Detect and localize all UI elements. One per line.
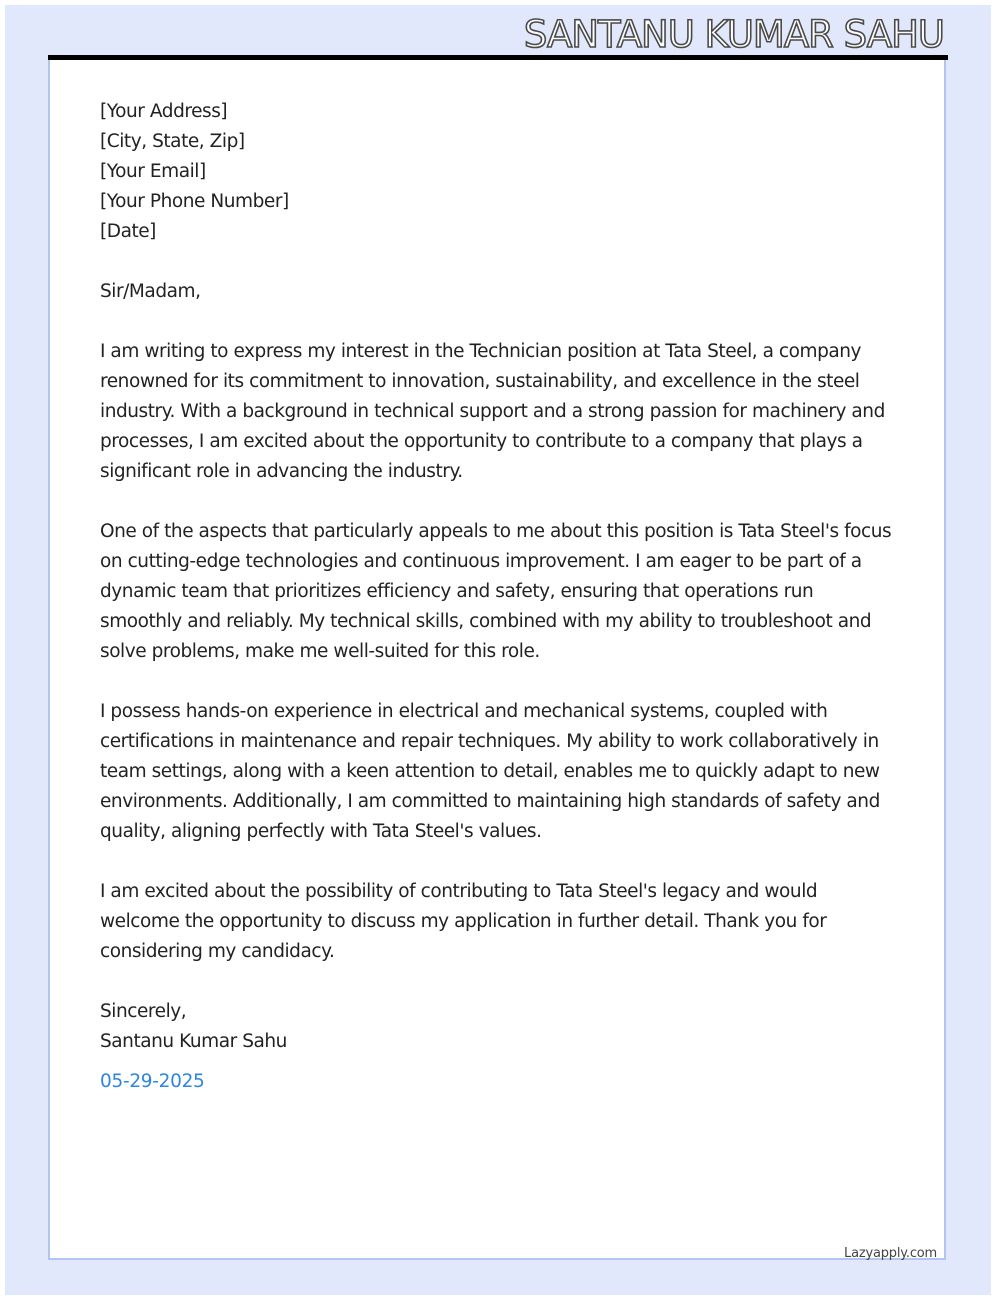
header-name: SANTANU KUMAR SAHU [523, 13, 944, 56]
sender-email: [Your Email] [100, 161, 206, 182]
sender-date: [Date] [100, 221, 156, 242]
letter-date-link[interactable]: 05-29-2025 [100, 1071, 205, 1092]
signature-name: Santanu Kumar Sahu [100, 1031, 287, 1052]
letter-body [100, 97, 900, 1057]
paragraph-closing: I am excited about the possibility of contributing to Tata Steel's legacy and would welcome the opportunity to discuss my application in further detail. Thank you for considering my candidacy. [100, 881, 827, 962]
spacer [100, 247, 900, 277]
closing-phrase: Sincerely, [100, 1001, 187, 1022]
paragraph-interest: I am writing to express my interest in the Technician position at Tata Steel, a company renowned for its commitment to innovation, sustainability, and excellence in the steel industry. With a background in technical support and a strong passion for machinery and processes, I am excited about the opportunity to contribute to a company that plays a significant role in advancing the industry. [100, 341, 885, 482]
salutation: Sir/Madam, [100, 281, 201, 302]
sender-block [100, 97, 900, 247]
sender-phone: [Your Phone Number] [100, 191, 289, 212]
paragraph-experience: I possess hands-on experience in electrical and mechanical systems, coupled with certifications in maintenance and repair techniques. My ability to work collaboratively in team settings, along with a keen attention to detail, enables me to quickly adapt to new environments. Additionally, I am committed to maintaining high standards of safety and quality, aligning perfectly with Tata Steel's values. [100, 701, 880, 842]
paragraph-appeal: One of the aspects that particularly appeals to me about this position is Tata Steel's focus on cutting-edge technologies and continuous improvement. I am eager to be part of a dynamic team that prioritizes efficiency and safety, ensuring that operations run smoothly and reliably. My technical skills, combined with my ability to troubleshoot and solve problems, make me well-suited for this role. [100, 521, 892, 662]
sender-address: [Your Address] [100, 101, 228, 122]
sender-city-state-zip: [City, State, Zip] [100, 131, 245, 152]
watermark-text: Lazyapply.com [844, 1246, 937, 1261]
